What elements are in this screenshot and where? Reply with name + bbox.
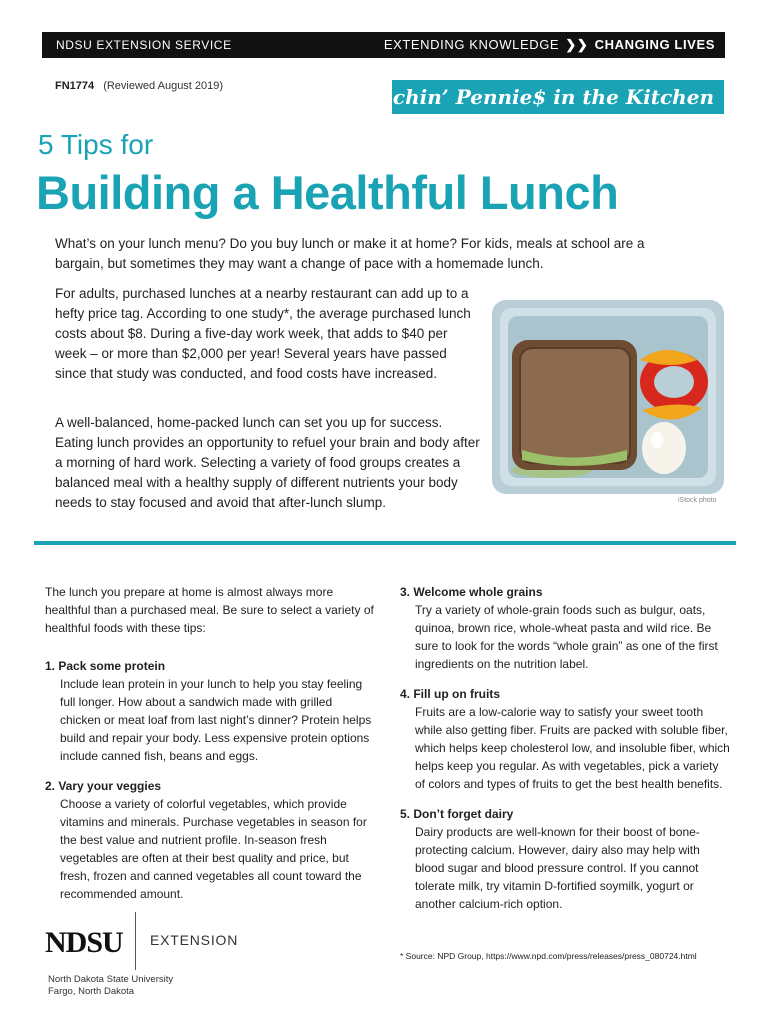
tip-item [400,805,730,913]
intro-paragraph-1: What’s on your lunch menu? Do you buy lunch or make it at home? For kids, meals at school are a bargain, but sometimes they may want a change of pace with a homemade lunch. [55,236,645,271]
tip-heading: 2. Vary your veggies [45,779,162,793]
publication-id [55,80,223,92]
section-divider [34,541,736,545]
tip-text: Dairy products are well-known for their boost of bone-protecting calcium. However, dairy also may help with blood sugar and blood pressure control. If you cannot tolerate milk, try vitamin D-fortified soymilk, yogurt or another calcium-rich option. [415,825,700,911]
double-chevron-icon: ❯❯ [565,37,589,52]
tip-heading: 5. Don’t forget dairy [400,807,514,821]
header-org-label: NDSU EXTENSION SERVICE [56,38,232,52]
pre-title: 5 Tips for [38,129,154,160]
tagline-part2: CHANGING LIVES [594,37,715,52]
tagline-part1: EXTENDING KNOWLEDGE [383,37,560,52]
intro-paragraph-2: For adults, purchased lunches at a nearby restaurant can add up to a hefty price tag. According to one study*, the average purchased lunch costs about $8. During a five-day work week, that adds to $40 per week – or more than $2,000 per year! Several years have passed since that study was conducted, and food costs have increased. [55,286,471,381]
page-title: Building a Healthful Lunch [36,166,619,219]
source-footnote: * Source: NPD Group, https://www.npd.com/press/releases/press_080724.html [400,951,697,961]
reviewed-date: (Reviewed August 2019) [103,80,224,92]
photo-credit: iStock photo [678,497,717,504]
extension-label: EXTENSION [150,932,239,948]
lunchbox-photo [492,300,724,494]
tip-item [45,657,375,765]
right-column [400,583,730,913]
tip-heading: 4. Fill up on fruits [400,687,500,701]
tip-text: Fruits are a low-calorie way to satisfy your sweet tooth while also getting fiber. Fruits are packed with soluble fiber, which helps keep cholesterol low, and insoluble fiber, which helps keep you regular. As with vegetables, pick a variety of colors and types of fruits to get the best health benefits. [415,705,730,791]
intro-paragraph-3: A well-balanced, home-packed lunch can set you up for success. Eating lunch provides an opportunity to refuel your brain and body after a morning of hard work. Selecting a variety of food groups creates a balanced meal with a healthy supply of different nutrients your body needs to stay focused and avoid that after-lunch slump. [55,415,480,510]
tip-item [400,583,730,673]
header-tagline [384,37,715,53]
ndsu-wordmark: NDSU [45,926,123,959]
address-block [48,974,173,998]
left-column [45,583,375,903]
logo-divider [135,912,136,970]
tip-text: Try a variety of whole-grain foods such as bulgur, oats, quinoa, brown rice, whole-wheat pasta and wild rice. Be sure to look for the words “whole grain” as one of the first ingredients on the nutrition label. [415,603,718,671]
tip-item [45,777,375,903]
series-title: Pinchin’ Pennie$ in the Kitchen [355,85,714,109]
series-banner [355,80,724,114]
publication-number: FN1774 [55,80,95,92]
header-bar [42,32,725,58]
tip-text: Choose a variety of colorful vegetables, which provide vitamins and minerals. Purchase vegetables in season for the best value and nutrient profile. In-season fresh vegetables are often at their best quality and price, but fresh, frozen and canned vegetables all count toward the recommended amount. [60,797,367,901]
tip-item [400,685,730,793]
tip-heading: 1. Pack some protein [45,659,166,673]
tip-heading: 3. Welcome whole grains [400,585,543,599]
lead-paragraph: The lunch you prepare at home is almost always more healthful than a purchased meal. Be sure to select a variety of healthful foods with these tips: [45,585,374,635]
ndsu-extension-logo [45,912,295,970]
address-line-2: Fargo, North Dakota [48,986,135,997]
address-line-1: North Dakota State University [48,974,174,985]
tip-text: Include lean protein in your lunch to help you stay feeling full longer. How about a sandwich made with grilled chicken or meat loaf from last night’s dinner? Protein helps build and repair your body. Less expensive protein options include canned fish, beans and eggs. [60,677,372,763]
